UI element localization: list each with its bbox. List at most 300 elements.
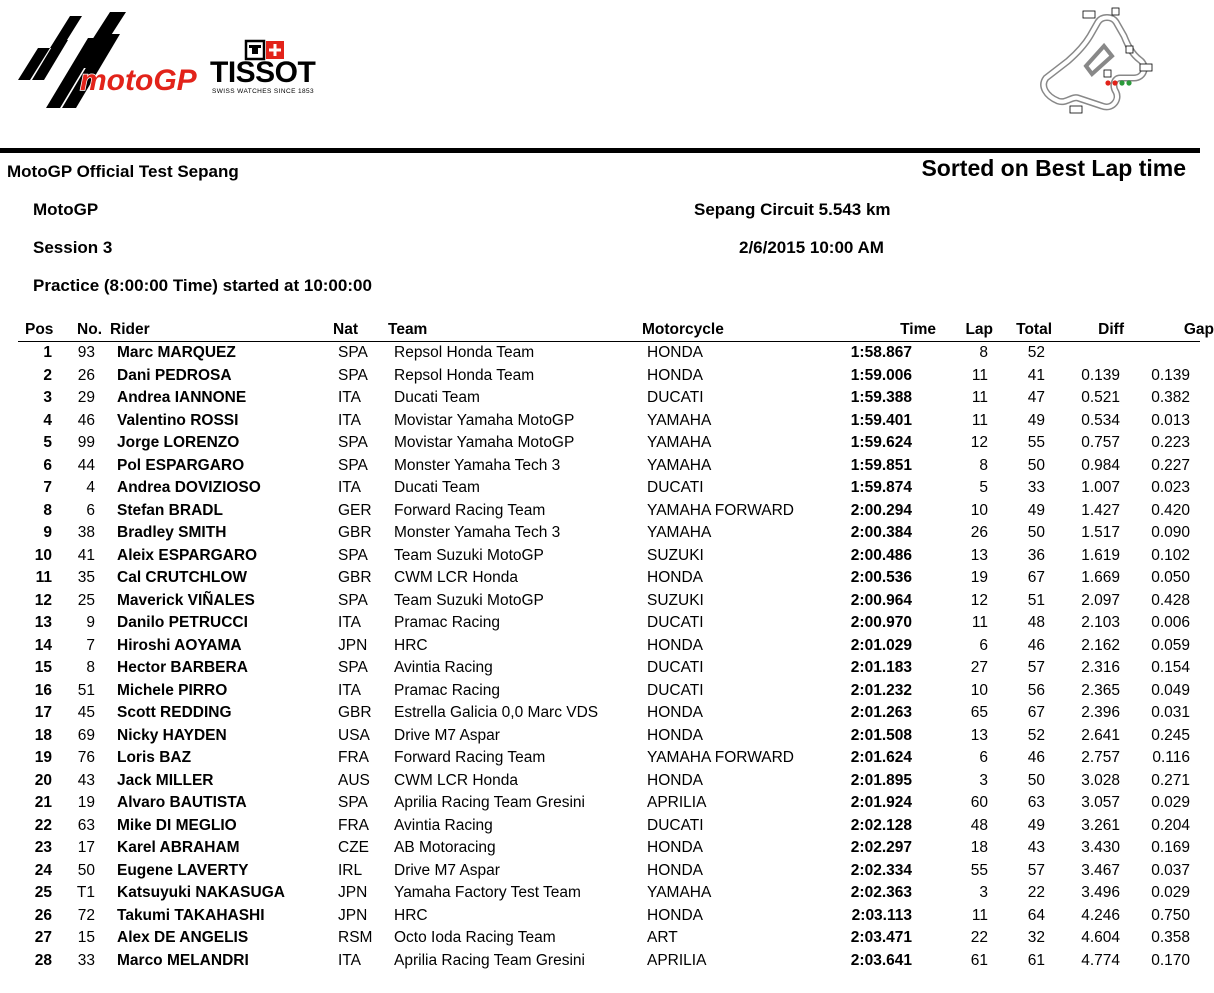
circuit-label: Sepang Circuit 5.543 km — [694, 200, 891, 219]
cell-rider: Cal CRUTCHLOW — [117, 569, 248, 586]
cell-lap: 10 — [970, 501, 988, 519]
cell-number: 15 — [77, 929, 95, 946]
cell-team: Repsol Honda Team — [394, 344, 535, 361]
cell-lap: 11 — [971, 366, 988, 384]
cell-nat: SPA — [338, 434, 368, 451]
cell-motorcycle: APRILIA — [647, 951, 707, 969]
table-row — [0, 702, 1200, 725]
cell-total: 52 — [1027, 726, 1045, 744]
cell-nat: IRL — [338, 861, 363, 879]
cell-gap: 0.139 — [1151, 366, 1190, 384]
cell-pos: 9 — [43, 524, 52, 541]
sepang-track-map-icon — [1028, 6, 1158, 126]
cell-number: 33 — [77, 951, 95, 969]
cell-nat: ITA — [338, 614, 361, 631]
cell-total: 48 — [1027, 614, 1045, 631]
cell-nat: ITA — [338, 411, 361, 429]
cell-diff: 1.427 — [1081, 501, 1120, 519]
cell-time: 2:01.183 — [850, 659, 912, 676]
results-table — [0, 319, 1214, 972]
cell-rider: Andrea IANNONE — [117, 389, 247, 406]
cell-team: Movistar Yamaha MotoGP — [394, 434, 575, 451]
cell-number: 26 — [77, 366, 95, 384]
cell-pos: 28 — [34, 951, 52, 969]
table-row — [0, 927, 1200, 950]
cell-pos: 22 — [34, 816, 52, 834]
header-team: Team — [388, 321, 428, 338]
cell-rider: Hector BARBERA — [117, 659, 248, 676]
cell-time: 2:03.641 — [850, 951, 912, 969]
cell-motorcycle: HONDA — [647, 344, 703, 361]
cell-total: 46 — [1027, 749, 1045, 766]
cell-team: Repsol Honda Team — [394, 366, 535, 384]
cell-pos: 11 — [35, 569, 52, 586]
cell-motorcycle: YAMAHA — [647, 434, 712, 451]
cell-diff: 0.984 — [1081, 456, 1120, 474]
cell-nat: ITA — [338, 389, 361, 406]
cell-time: 2:00.536 — [850, 569, 912, 586]
cell-lap: 12 — [970, 434, 988, 451]
cell-number: 43 — [77, 771, 95, 789]
cell-rider: Mike DI MEGLIO — [117, 816, 237, 834]
cell-pos: 6 — [43, 456, 52, 474]
cell-nat: ITA — [338, 951, 361, 969]
cell-gap: 0.154 — [1151, 659, 1190, 676]
cell-diff: 0.139 — [1081, 366, 1120, 384]
cell-team: Monster Yamaha Tech 3 — [394, 524, 561, 541]
cell-rider: Aleix ESPARGARO — [117, 546, 258, 564]
cell-motorcycle: HONDA — [647, 726, 703, 744]
cell-lap: 11 — [971, 411, 988, 429]
cell-rider: Karel ABRAHAM — [117, 839, 240, 856]
table-row — [0, 387, 1200, 410]
cell-pos: 15 — [34, 659, 52, 676]
cell-motorcycle: HONDA — [647, 704, 703, 721]
cell-motorcycle: DUCATI — [647, 816, 704, 834]
cell-nat: JPN — [338, 636, 368, 654]
cell-rider: Valentino ROSSI — [117, 411, 239, 429]
cell-diff: 0.521 — [1081, 389, 1120, 406]
cell-pos: 13 — [34, 614, 52, 631]
cell-lap: 3 — [979, 771, 988, 789]
header-pos: Pos — [25, 321, 54, 338]
cell-time: 1:59.388 — [850, 389, 912, 406]
session-label: Session 3 — [33, 238, 113, 257]
cell-total: 32 — [1027, 929, 1045, 946]
table-row — [0, 950, 1200, 973]
cell-number: 44 — [77, 456, 95, 474]
cell-motorcycle: SUZUKI — [647, 546, 704, 564]
practice-label: Practice (8:00:00 Time) started at 10:00:00 — [33, 276, 372, 295]
cell-diff: 2.097 — [1081, 591, 1120, 609]
header-nat: Nat — [333, 321, 358, 338]
cell-total: 49 — [1027, 411, 1045, 429]
cell-gap: 0.037 — [1151, 861, 1190, 879]
cell-pos: 16 — [34, 681, 52, 699]
table-row — [0, 680, 1200, 703]
cell-pos: 26 — [34, 906, 52, 924]
cell-nat: ITA — [338, 479, 361, 496]
cell-time: 1:58.867 — [850, 344, 912, 361]
cell-nat: GBR — [338, 524, 372, 541]
cell-pos: 25 — [34, 884, 52, 901]
cell-diff: 3.430 — [1081, 839, 1120, 856]
cell-total: 47 — [1027, 389, 1045, 406]
cell-team: Drive M7 Aspar — [394, 726, 500, 744]
cell-rider: Michele PIRRO — [117, 681, 228, 699]
cell-diff: 0.534 — [1081, 411, 1120, 429]
header-gap: Gap — [1183, 321, 1214, 338]
table-row — [0, 612, 1200, 635]
cell-rider: Loris BAZ — [117, 749, 192, 766]
svg-text:motoGP: motoGP — [80, 64, 197, 97]
cell-total: 33 — [1027, 479, 1045, 496]
class-label: MotoGP — [33, 200, 99, 219]
cell-team: Team Suzuki MotoGP — [394, 546, 544, 564]
cell-number: 29 — [77, 389, 95, 406]
table-row — [0, 792, 1200, 815]
cell-gap: 0.049 — [1151, 681, 1190, 699]
cell-lap: 6 — [979, 749, 988, 766]
cell-rider: Marc MARQUEZ — [117, 344, 236, 361]
cell-gap: 0.170 — [1151, 951, 1190, 969]
cell-motorcycle: ART — [647, 929, 678, 946]
cell-total: 63 — [1027, 794, 1045, 811]
cell-number: 46 — [77, 411, 95, 429]
cell-motorcycle: DUCATI — [647, 659, 704, 676]
table-row — [0, 410, 1200, 433]
table-row — [0, 365, 1200, 388]
cell-gap: 0.750 — [1151, 906, 1190, 924]
sponsor-tagline: SWISS WATCHES SINCE 1853 — [212, 88, 315, 95]
cell-rider: Eugene LAVERTY — [117, 861, 249, 879]
cell-lap: 60 — [970, 794, 988, 811]
cell-team: Aprilia Racing Team Gresini — [394, 794, 585, 811]
cell-nat: JPN — [338, 906, 368, 924]
cell-team: Team Suzuki MotoGP — [394, 591, 544, 609]
table-header — [18, 319, 1214, 342]
cell-team: Avintia Racing — [394, 659, 493, 676]
cell-time: 2:03.113 — [851, 906, 912, 924]
cell-motorcycle: HONDA — [647, 839, 703, 856]
session-datetime: 2/6/2015 10:00 AM — [739, 238, 884, 257]
cell-motorcycle: HONDA — [647, 906, 703, 924]
cell-total: 49 — [1027, 816, 1045, 834]
cell-rider: Marco MELANDRI — [117, 951, 249, 969]
cell-lap: 48 — [970, 816, 988, 834]
cell-nat: SPA — [338, 659, 368, 676]
cell-gap: 0.029 — [1151, 884, 1190, 901]
cell-pos: 12 — [34, 591, 52, 609]
cell-rider: Hiroshi AOYAMA — [117, 636, 242, 654]
cell-team: Aprilia Racing Team Gresini — [394, 951, 585, 969]
cell-number: 76 — [77, 749, 95, 766]
cell-lap: 11 — [971, 906, 988, 924]
cell-team: HRC — [394, 906, 428, 924]
cell-total: 22 — [1027, 884, 1045, 901]
cell-gap: 0.245 — [1151, 726, 1190, 744]
cell-lap: 6 — [979, 636, 988, 654]
cell-time: 2:00.384 — [850, 524, 912, 541]
header-rule — [0, 148, 1200, 153]
cell-lap: 61 — [970, 951, 988, 969]
cell-total: 57 — [1027, 659, 1045, 676]
cell-pos: 21 — [34, 794, 52, 811]
cell-team: Forward Racing Team — [394, 749, 546, 766]
cell-lap: 8 — [979, 344, 988, 361]
cell-gap: 0.050 — [1151, 569, 1190, 586]
cell-lap: 13 — [970, 546, 988, 564]
table-row — [0, 522, 1200, 545]
cell-pos: 18 — [34, 726, 52, 744]
cell-total: 64 — [1027, 906, 1045, 924]
cell-time: 2:02.297 — [850, 839, 912, 856]
cell-diff: 3.028 — [1081, 771, 1120, 789]
cell-diff: 4.774 — [1081, 951, 1120, 969]
cell-total: 61 — [1027, 951, 1045, 969]
cell-lap: 12 — [970, 591, 988, 609]
cell-number: 9 — [86, 614, 95, 631]
cell-pos: 19 — [34, 749, 52, 766]
cell-pos: 27 — [34, 929, 52, 946]
cell-motorcycle: DUCATI — [647, 479, 704, 496]
cell-nat: SPA — [338, 456, 368, 474]
cell-number: 99 — [77, 434, 95, 451]
cell-nat: FRA — [338, 816, 369, 834]
cell-diff: 2.641 — [1081, 726, 1120, 744]
cell-number: 6 — [86, 501, 95, 519]
cell-number: 69 — [77, 726, 95, 744]
cell-diff: 1.669 — [1081, 569, 1120, 586]
cell-lap: 11 — [971, 389, 988, 406]
cell-diff: 2.103 — [1081, 614, 1120, 631]
cell-lap: 27 — [970, 659, 988, 676]
cell-motorcycle: HONDA — [647, 366, 703, 384]
cell-gap: 0.006 — [1151, 614, 1190, 631]
cell-lap: 5 — [979, 479, 988, 496]
cell-motorcycle: YAMAHA — [647, 884, 712, 901]
cell-pos: 7 — [43, 479, 52, 496]
cell-diff: 2.757 — [1081, 749, 1120, 766]
cell-number: 4 — [86, 479, 95, 496]
cell-gap: 0.271 — [1151, 771, 1190, 789]
cell-lap: 10 — [970, 681, 988, 699]
cell-lap: 22 — [970, 929, 988, 946]
table-row — [0, 342, 1200, 365]
cell-number: 17 — [77, 839, 95, 856]
cell-time: 2:02.128 — [850, 816, 912, 834]
cell-pos: 23 — [34, 839, 52, 856]
cell-nat: SPA — [338, 546, 368, 564]
cell-time: 1:59.401 — [850, 411, 912, 429]
cell-team: Yamaha Factory Test Team — [394, 884, 581, 901]
cell-gap: 0.204 — [1151, 816, 1190, 834]
cell-diff: 1.007 — [1081, 479, 1120, 496]
cell-rider: Nicky HAYDEN — [117, 726, 227, 744]
table-row — [0, 500, 1200, 523]
event-title: MotoGP Official Test Sepang — [7, 162, 239, 181]
cell-motorcycle: HONDA — [647, 569, 703, 586]
header-motorcycle: Motorcycle — [642, 321, 724, 338]
cell-diff: 4.246 — [1081, 906, 1120, 924]
cell-nat: CZE — [338, 839, 369, 856]
cell-nat: GBR — [338, 569, 372, 586]
cell-team: Monster Yamaha Tech 3 — [394, 456, 561, 474]
cell-rider: Jack MILLER — [117, 771, 214, 789]
tissot-logo — [208, 40, 328, 100]
table-row — [0, 770, 1200, 793]
cell-lap: 19 — [970, 569, 988, 586]
cell-pos: 24 — [34, 861, 52, 879]
cell-lap: 26 — [970, 524, 988, 541]
cell-diff: 2.396 — [1081, 704, 1120, 721]
cell-pos: 4 — [43, 411, 52, 429]
cell-total: 50 — [1027, 456, 1045, 474]
cell-time: 2:00.970 — [850, 614, 912, 631]
cell-number: 35 — [77, 569, 95, 586]
cell-total: 43 — [1027, 839, 1045, 856]
cell-rider: Pol ESPARGARO — [117, 456, 245, 474]
cell-time: 2:01.232 — [850, 681, 912, 699]
cell-motorcycle: YAMAHA — [647, 411, 712, 429]
header-rider: Rider — [110, 321, 150, 338]
cell-team: Estrella Galicia 0,0 Marc VDS — [394, 704, 599, 721]
cell-total: 41 — [1027, 366, 1045, 384]
table-row — [0, 657, 1200, 680]
table-row — [0, 455, 1200, 478]
header-diff: Diff — [1098, 321, 1124, 338]
cell-team: Ducati Team — [394, 479, 480, 496]
cell-gap: 0.023 — [1151, 479, 1190, 496]
cell-motorcycle: DUCATI — [647, 614, 704, 631]
cell-team: HRC — [394, 636, 428, 654]
table-row — [0, 635, 1200, 658]
cell-rider: Andrea DOVIZIOSO — [117, 479, 261, 496]
cell-gap: 0.223 — [1151, 434, 1190, 451]
cell-nat: ITA — [338, 681, 361, 699]
cell-rider: Takumi TAKAHASHI — [117, 906, 265, 924]
cell-time: 2:02.363 — [850, 884, 912, 901]
cell-number: 45 — [77, 704, 95, 721]
cell-lap: 8 — [979, 456, 988, 474]
cell-motorcycle: YAMAHA FORWARD — [647, 501, 794, 519]
table-row — [0, 725, 1200, 748]
cell-rider: Jorge LORENZO — [117, 434, 240, 451]
cell-nat: AUS — [338, 771, 370, 789]
table-row — [0, 815, 1200, 838]
table-row — [0, 860, 1200, 883]
cell-nat: SPA — [338, 344, 368, 361]
cell-diff: 3.057 — [1081, 794, 1120, 811]
cell-time: 2:01.508 — [850, 726, 912, 744]
cell-number: 50 — [77, 861, 95, 879]
cell-time: 2:01.624 — [850, 749, 912, 766]
cell-lap: 3 — [979, 884, 988, 901]
cell-motorcycle: YAMAHA FORWARD — [647, 749, 794, 766]
header-time: Time — [900, 321, 936, 338]
cell-time: 1:59.874 — [850, 479, 912, 496]
cell-nat: SPA — [338, 366, 368, 384]
cell-gap: 0.013 — [1151, 411, 1190, 429]
cell-time: 1:59.851 — [850, 456, 912, 474]
cell-lap: 65 — [970, 704, 988, 721]
cell-gap: 0.102 — [1151, 546, 1190, 564]
cell-time: 2:01.263 — [850, 704, 912, 721]
table-row — [0, 432, 1200, 455]
cell-gap: 0.059 — [1151, 636, 1190, 654]
table-body — [0, 342, 1200, 972]
cell-number: 25 — [77, 591, 95, 609]
cell-pos: 1 — [43, 344, 52, 361]
cell-total: 49 — [1027, 501, 1045, 519]
cell-time: 2:01.029 — [850, 636, 912, 654]
cell-total: 67 — [1027, 704, 1045, 721]
cell-number: 8 — [86, 659, 95, 676]
table-row — [0, 837, 1200, 860]
cell-motorcycle: YAMAHA — [647, 456, 712, 474]
cell-diff: 2.316 — [1081, 659, 1120, 676]
cell-pos: 20 — [34, 771, 52, 789]
cell-nat: JPN — [338, 884, 368, 901]
cell-time: 1:59.006 — [850, 366, 912, 384]
cell-total: 57 — [1027, 861, 1045, 879]
table-row — [0, 545, 1200, 568]
cell-total: 51 — [1027, 591, 1045, 609]
header-number: No. — [77, 321, 102, 338]
cell-rider: Maverick VIÑALES — [117, 591, 255, 609]
cell-gap: 0.382 — [1151, 389, 1190, 406]
cell-motorcycle: APRILIA — [647, 794, 707, 811]
motogp-logo — [10, 8, 200, 118]
cell-gap: 0.227 — [1151, 456, 1190, 474]
cell-pos: 8 — [43, 501, 52, 519]
cell-number: 51 — [77, 681, 95, 699]
cell-rider: Alex DE ANGELIS — [117, 929, 249, 946]
cell-team: AB Motoracing — [394, 839, 496, 856]
cell-rider: Dani PEDROSA — [117, 366, 232, 384]
cell-gap: 0.420 — [1151, 501, 1190, 519]
cell-diff: 2.162 — [1081, 636, 1120, 654]
cell-total: 46 — [1027, 636, 1045, 654]
cell-time: 2:03.471 — [850, 929, 912, 946]
cell-number: 7 — [86, 636, 95, 654]
cell-total: 67 — [1027, 569, 1045, 586]
cell-team: CWM LCR Honda — [394, 771, 519, 789]
table-row — [0, 747, 1200, 770]
cell-total: 50 — [1027, 771, 1045, 789]
cell-total: 56 — [1027, 681, 1045, 699]
cell-pos: 2 — [43, 366, 52, 384]
cell-motorcycle: DUCATI — [647, 681, 704, 699]
table-row — [0, 567, 1200, 590]
cell-number: T1 — [76, 884, 95, 901]
cell-gap: 0.169 — [1151, 839, 1190, 856]
cell-gap: 0.031 — [1151, 704, 1190, 721]
cell-lap: 11 — [971, 614, 988, 631]
cell-pos: 17 — [34, 704, 52, 721]
cell-diff: 0.757 — [1081, 434, 1120, 451]
header-total: Total — [1016, 321, 1052, 338]
cell-number: 93 — [77, 344, 95, 361]
cell-team: Pramac Racing — [394, 681, 500, 699]
table-row — [0, 882, 1200, 905]
cell-gap: 0.116 — [1152, 749, 1190, 766]
cell-nat: SPA — [338, 794, 368, 811]
cell-motorcycle: SUZUKI — [647, 591, 704, 609]
cell-time: 2:02.334 — [850, 861, 912, 879]
cell-diff: 3.261 — [1081, 816, 1120, 834]
cell-pos: 14 — [34, 636, 52, 654]
